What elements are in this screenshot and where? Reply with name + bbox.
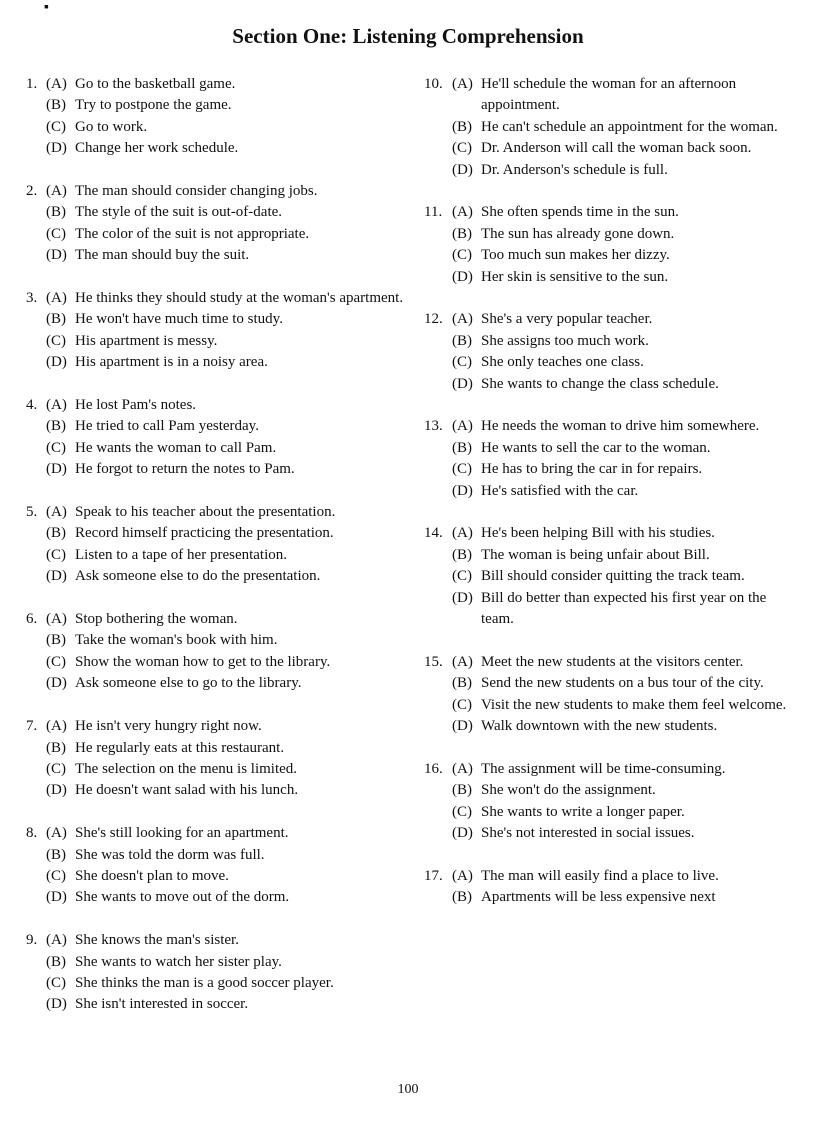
option-label: (C) bbox=[46, 225, 66, 242]
option-label: (D) bbox=[46, 568, 67, 585]
option-text: The style of the suit is out-of-date. bbox=[75, 204, 283, 221]
answer-option bbox=[26, 352, 406, 373]
answer-option bbox=[26, 288, 406, 309]
option-label: (C) bbox=[452, 461, 472, 478]
question-number-spacer bbox=[26, 224, 46, 245]
question-number-spacer bbox=[424, 780, 452, 801]
option-label: (A) bbox=[46, 611, 67, 628]
option-label: (D) bbox=[46, 247, 67, 264]
question-number-spacer bbox=[424, 566, 452, 587]
answer-option bbox=[26, 523, 406, 544]
answer-option bbox=[424, 202, 800, 223]
question-number-spacer bbox=[26, 738, 46, 759]
option-text: Take the woman's book with him. bbox=[75, 632, 278, 649]
question-item bbox=[26, 823, 406, 909]
question-number-spacer bbox=[26, 245, 46, 266]
answer-option bbox=[424, 695, 800, 716]
option-label: (D) bbox=[46, 354, 67, 371]
question-item bbox=[424, 759, 800, 845]
answer-option bbox=[26, 95, 406, 116]
question-number-spacer bbox=[26, 331, 46, 352]
question-number: 15. bbox=[424, 653, 443, 670]
answer-option bbox=[424, 309, 800, 330]
option-text: The selection on the menu is limited. bbox=[75, 760, 298, 777]
option-text: He can't schedule an appointment for the woman. bbox=[481, 118, 778, 135]
option-text: Show the woman how to get to the library. bbox=[75, 653, 331, 670]
question-number-spacer bbox=[424, 352, 452, 373]
answer-option bbox=[424, 566, 800, 587]
question-item bbox=[424, 309, 800, 395]
answer-option bbox=[26, 74, 406, 95]
option-label: (B) bbox=[452, 225, 472, 242]
option-text: The man should buy the suit. bbox=[75, 247, 250, 264]
question-item bbox=[424, 416, 800, 502]
option-text: Walk downtown with the new students. bbox=[481, 718, 718, 735]
option-label: (D) bbox=[46, 996, 67, 1013]
answer-option bbox=[26, 416, 406, 437]
answer-option bbox=[26, 609, 406, 630]
question-number: 12. bbox=[424, 311, 443, 328]
answer-option bbox=[424, 416, 800, 437]
answer-option bbox=[26, 117, 406, 138]
question-number: 6. bbox=[26, 611, 38, 628]
answer-option bbox=[26, 673, 406, 694]
answer-option bbox=[424, 245, 800, 266]
question-item bbox=[26, 502, 406, 588]
answer-option bbox=[26, 759, 406, 780]
answer-option bbox=[424, 160, 800, 181]
answer-option bbox=[26, 952, 406, 973]
option-text: Try to postpone the game. bbox=[75, 97, 232, 114]
question-item bbox=[424, 652, 800, 738]
answer-option bbox=[424, 224, 800, 245]
option-label: (C) bbox=[46, 332, 66, 349]
option-text: She's a very popular teacher. bbox=[481, 311, 653, 328]
option-label: (B) bbox=[46, 97, 66, 114]
answer-option bbox=[26, 202, 406, 223]
question-number-spacer bbox=[424, 481, 452, 502]
option-text: Dr. Anderson will call the woman back soon. bbox=[481, 140, 752, 157]
option-text: The color of the suit is not appropriate. bbox=[75, 225, 310, 242]
answer-option bbox=[26, 994, 406, 1015]
option-text: Too much sun makes her dizzy. bbox=[481, 247, 670, 264]
answer-option bbox=[26, 845, 406, 866]
option-text: He lost Pam's notes. bbox=[75, 397, 197, 414]
option-label: (C) bbox=[46, 760, 66, 777]
answer-option bbox=[26, 309, 406, 330]
option-label: (A) bbox=[46, 76, 67, 92]
option-text: He isn't very hungry right now. bbox=[75, 718, 262, 735]
question-number-spacer bbox=[26, 673, 46, 694]
option-text: The man will easily find a place to live. bbox=[481, 867, 719, 884]
answer-option bbox=[26, 887, 406, 908]
option-label: (C) bbox=[46, 546, 66, 563]
option-text: He has to bring the car in for repairs. bbox=[481, 461, 703, 478]
option-text: Speak to his teacher about the presentation. bbox=[75, 504, 336, 521]
option-text: She wants to watch her sister play. bbox=[75, 953, 282, 970]
option-text: Bill do better than expected his first year on the team. bbox=[481, 589, 767, 628]
answer-option bbox=[424, 588, 800, 631]
option-label: (C) bbox=[46, 118, 66, 135]
question-number-spacer bbox=[424, 673, 452, 694]
answer-option bbox=[26, 502, 406, 523]
option-text: Ask someone else to go to the library. bbox=[75, 675, 302, 692]
option-text: She doesn't plan to move. bbox=[75, 867, 229, 884]
option-label: (B) bbox=[46, 204, 66, 221]
question-number-spacer bbox=[26, 95, 46, 116]
option-label: (D) bbox=[452, 268, 473, 285]
question-number-spacer bbox=[26, 523, 46, 544]
option-label: (D) bbox=[452, 482, 473, 499]
option-text: He tried to call Pam yesterday. bbox=[75, 418, 259, 435]
option-label: (B) bbox=[46, 739, 66, 756]
option-label: (A) bbox=[452, 76, 473, 92]
option-label: (C) bbox=[452, 803, 472, 820]
option-text: She wants to move out of the dorm. bbox=[75, 889, 290, 906]
answer-option bbox=[424, 523, 800, 544]
option-text: He needs the woman to drive him somewhere. bbox=[481, 418, 760, 435]
question-number-spacer bbox=[424, 374, 452, 395]
option-text: He's satisfied with the car. bbox=[481, 482, 639, 499]
option-label: (A) bbox=[46, 183, 67, 200]
option-text: She won't do the assignment. bbox=[481, 782, 656, 799]
option-label: (A) bbox=[46, 397, 67, 414]
question-number-spacer bbox=[26, 459, 46, 480]
option-text: Record himself practicing the presentation. bbox=[75, 525, 334, 542]
question-number-spacer bbox=[26, 973, 46, 994]
question-item bbox=[424, 866, 800, 909]
option-label: (B) bbox=[46, 953, 66, 970]
option-text: His apartment is in a noisy area. bbox=[75, 354, 268, 371]
option-text: Bill should consider quitting the track team. bbox=[481, 568, 745, 585]
question-item bbox=[424, 202, 800, 288]
option-label: (A) bbox=[452, 418, 473, 435]
question-number: 4. bbox=[26, 397, 38, 414]
answer-option bbox=[424, 267, 800, 288]
answer-option bbox=[26, 780, 406, 801]
option-text: She was told the dorm was full. bbox=[75, 846, 265, 863]
option-label: (A) bbox=[452, 760, 473, 777]
answer-option bbox=[424, 438, 800, 459]
option-label: (A) bbox=[452, 204, 473, 221]
answer-option bbox=[26, 866, 406, 887]
option-label: (A) bbox=[46, 718, 67, 735]
question-item bbox=[26, 395, 406, 481]
option-text: She wants to write a longer paper. bbox=[481, 803, 685, 820]
question-number: 7. bbox=[26, 718, 38, 735]
option-text: He won't have much time to study. bbox=[75, 311, 283, 328]
option-text: Send the new students on a bus tour of the city. bbox=[481, 675, 764, 692]
answer-option bbox=[26, 459, 406, 480]
left-question-column bbox=[26, 74, 406, 1037]
option-label: (D) bbox=[452, 718, 473, 735]
option-label: (C) bbox=[46, 653, 66, 670]
question-item bbox=[26, 74, 406, 160]
question-number: 2. bbox=[26, 183, 38, 200]
answer-option bbox=[424, 866, 800, 887]
option-label: (C) bbox=[46, 867, 66, 884]
question-number-spacer bbox=[26, 566, 46, 587]
answer-option bbox=[424, 374, 800, 395]
option-text: She's not interested in social issues. bbox=[481, 825, 695, 842]
answer-option bbox=[424, 652, 800, 673]
answer-option bbox=[424, 887, 800, 908]
option-text: He wants the woman to call Pam. bbox=[75, 439, 277, 456]
answer-option bbox=[424, 352, 800, 373]
option-text: Ask someone else to do the presentation. bbox=[75, 568, 321, 585]
question-number-spacer bbox=[424, 138, 452, 159]
option-text: Her skin is sensitive to the sun. bbox=[481, 268, 669, 285]
question-number-spacer bbox=[424, 160, 452, 181]
answer-option bbox=[424, 545, 800, 566]
question-number-spacer bbox=[26, 759, 46, 780]
option-label: (B) bbox=[46, 418, 66, 435]
option-text: He doesn't want salad with his lunch. bbox=[75, 782, 299, 799]
option-label: (C) bbox=[452, 247, 472, 264]
option-text: She wants to change the class schedule. bbox=[481, 375, 719, 392]
question-number: 16. bbox=[424, 760, 443, 777]
option-label: (A) bbox=[46, 932, 67, 949]
option-text: Change her work schedule. bbox=[75, 140, 239, 157]
question-number-spacer bbox=[26, 845, 46, 866]
answer-option bbox=[424, 74, 800, 117]
question-number-spacer bbox=[26, 545, 46, 566]
answer-option bbox=[26, 630, 406, 651]
answer-option bbox=[26, 245, 406, 266]
option-label: (C) bbox=[46, 439, 66, 456]
question-number-spacer bbox=[424, 245, 452, 266]
option-label: (A) bbox=[452, 525, 473, 542]
question-number: 10. bbox=[424, 76, 443, 92]
answer-option bbox=[424, 823, 800, 844]
option-label: (C) bbox=[452, 568, 472, 585]
option-label: (D) bbox=[46, 140, 67, 157]
question-number-spacer bbox=[26, 416, 46, 437]
question-item bbox=[26, 930, 406, 1016]
option-text: She often spends time in the sun. bbox=[481, 204, 679, 221]
option-text: Apartments will be less expensive next bbox=[481, 889, 716, 906]
answer-option bbox=[26, 716, 406, 737]
option-text: The woman is being unfair about Bill. bbox=[481, 546, 710, 563]
question-number: 1. bbox=[26, 76, 38, 92]
question-number: 14. bbox=[424, 525, 443, 542]
option-text: Dr. Anderson's schedule is full. bbox=[481, 161, 668, 178]
option-label: (A) bbox=[452, 311, 473, 328]
option-label: (B) bbox=[452, 118, 472, 135]
question-number: 17. bbox=[424, 867, 443, 884]
answer-option bbox=[26, 438, 406, 459]
option-text: She knows the man's sister. bbox=[75, 932, 239, 949]
option-text: He thinks they should study at the woman's apartment. bbox=[75, 290, 404, 307]
question-number: 9. bbox=[26, 932, 38, 949]
answer-option bbox=[26, 823, 406, 844]
answer-option bbox=[424, 780, 800, 801]
answer-option bbox=[26, 545, 406, 566]
option-text: Listen to a tape of her presentation. bbox=[75, 546, 288, 563]
option-label: (C) bbox=[46, 974, 66, 991]
option-label: (D) bbox=[452, 375, 473, 392]
option-label: (A) bbox=[46, 504, 67, 521]
answer-option bbox=[26, 566, 406, 587]
answer-option bbox=[26, 973, 406, 994]
page-number: 100 bbox=[397, 1082, 419, 1097]
option-label: (B) bbox=[46, 846, 66, 863]
answer-option bbox=[26, 181, 406, 202]
option-label: (D) bbox=[452, 825, 473, 842]
question-number-spacer bbox=[424, 438, 452, 459]
option-text: Go to work. bbox=[75, 118, 148, 135]
answer-option bbox=[424, 481, 800, 502]
question-number-spacer bbox=[26, 438, 46, 459]
section-title: Section One: Listening Comprehension bbox=[232, 24, 584, 48]
option-label: (C) bbox=[452, 696, 472, 713]
option-text: He forgot to return the notes to Pam. bbox=[75, 461, 295, 478]
question-number-spacer bbox=[26, 994, 46, 1015]
option-text: He wants to sell the car to the woman. bbox=[481, 439, 711, 456]
answer-option bbox=[26, 652, 406, 673]
question-item bbox=[26, 288, 406, 374]
option-label: (B) bbox=[452, 439, 472, 456]
question-item bbox=[26, 181, 406, 267]
question-number-spacer bbox=[424, 716, 452, 737]
option-label: (C) bbox=[452, 140, 472, 157]
question-number-spacer bbox=[424, 331, 452, 352]
question-number-spacer bbox=[424, 117, 452, 138]
option-label: (D) bbox=[46, 461, 67, 478]
option-label: (A) bbox=[452, 867, 473, 884]
answer-option bbox=[26, 738, 406, 759]
option-label: (B) bbox=[452, 675, 472, 692]
question-number-spacer bbox=[26, 866, 46, 887]
option-label: (C) bbox=[452, 354, 472, 371]
option-label: (B) bbox=[452, 782, 472, 799]
option-label: (D) bbox=[452, 589, 473, 606]
option-text: The man should consider changing jobs. bbox=[75, 183, 318, 200]
option-text: She isn't interested in soccer. bbox=[75, 996, 249, 1013]
question-item bbox=[26, 609, 406, 695]
question-number-spacer bbox=[26, 309, 46, 330]
answer-option bbox=[424, 673, 800, 694]
question-number-spacer bbox=[26, 630, 46, 651]
question-number: 5. bbox=[26, 504, 38, 521]
question-number-spacer bbox=[424, 887, 452, 908]
option-text: His apartment is messy. bbox=[75, 332, 218, 349]
question-number-spacer bbox=[424, 802, 452, 823]
option-label: (B) bbox=[46, 311, 66, 328]
option-text: She assigns too much work. bbox=[481, 332, 649, 349]
question-number-spacer bbox=[26, 138, 46, 159]
question-number-spacer bbox=[424, 545, 452, 566]
question-number-spacer bbox=[424, 224, 452, 245]
question-number-spacer bbox=[424, 695, 452, 716]
right-question-column bbox=[424, 74, 800, 930]
question-item bbox=[26, 716, 406, 802]
option-text: She only teaches one class. bbox=[481, 354, 644, 371]
option-text: The assignment will be time-consuming. bbox=[481, 760, 726, 777]
answer-option bbox=[26, 930, 406, 951]
answer-option bbox=[424, 716, 800, 737]
scan-mark: ▪ bbox=[44, 0, 49, 15]
answer-option bbox=[424, 138, 800, 159]
question-number-spacer bbox=[26, 780, 46, 801]
question-number-spacer bbox=[424, 823, 452, 844]
answer-option bbox=[26, 395, 406, 416]
question-number: 8. bbox=[26, 825, 38, 842]
question-number: 11. bbox=[424, 204, 443, 221]
option-label: (B) bbox=[46, 632, 66, 649]
option-label: (B) bbox=[452, 332, 472, 349]
option-text: He'll schedule the woman for an afternoon appointment. bbox=[481, 76, 737, 114]
option-label: (B) bbox=[46, 525, 66, 542]
answer-option bbox=[424, 331, 800, 352]
option-label: (D) bbox=[46, 782, 67, 799]
question-number-spacer bbox=[26, 952, 46, 973]
answer-option bbox=[26, 224, 406, 245]
question-item bbox=[424, 523, 800, 630]
option-text: Visit the new students to make them feel welcome. bbox=[481, 696, 787, 713]
question-number-spacer bbox=[26, 652, 46, 673]
option-text: He regularly eats at this restaurant. bbox=[75, 739, 285, 756]
question-item bbox=[424, 74, 800, 181]
question-number-spacer bbox=[424, 588, 452, 631]
option-label: (B) bbox=[452, 546, 472, 563]
answer-option bbox=[26, 331, 406, 352]
question-number: 13. bbox=[424, 418, 443, 435]
option-label: (D) bbox=[46, 675, 67, 692]
option-text: Go to the basketball game. bbox=[75, 76, 236, 92]
answer-option bbox=[424, 459, 800, 480]
option-text: The sun has already gone down. bbox=[481, 225, 675, 242]
question-number-spacer bbox=[26, 352, 46, 373]
option-label: (B) bbox=[452, 889, 472, 906]
question-number-spacer bbox=[424, 267, 452, 288]
question-number: 3. bbox=[26, 290, 38, 307]
option-text: She thinks the man is a good soccer player. bbox=[75, 974, 334, 991]
answer-option bbox=[424, 117, 800, 138]
option-label: (A) bbox=[452, 653, 473, 670]
option-text: She's still looking for an apartment. bbox=[75, 825, 289, 842]
option-label: (A) bbox=[46, 825, 67, 842]
question-number-spacer bbox=[26, 117, 46, 138]
option-label: (D) bbox=[452, 161, 473, 178]
answer-option bbox=[424, 759, 800, 780]
question-number-spacer bbox=[26, 202, 46, 223]
question-number-spacer bbox=[26, 887, 46, 908]
option-text: Meet the new students at the visitors center. bbox=[481, 653, 744, 670]
option-text: Stop bothering the woman. bbox=[75, 611, 238, 628]
option-label: (A) bbox=[46, 290, 67, 307]
option-label: (D) bbox=[46, 889, 67, 906]
answer-option bbox=[424, 802, 800, 823]
answer-option bbox=[26, 138, 406, 159]
option-text: He's been helping Bill with his studies. bbox=[481, 525, 715, 542]
question-number-spacer bbox=[424, 459, 452, 480]
